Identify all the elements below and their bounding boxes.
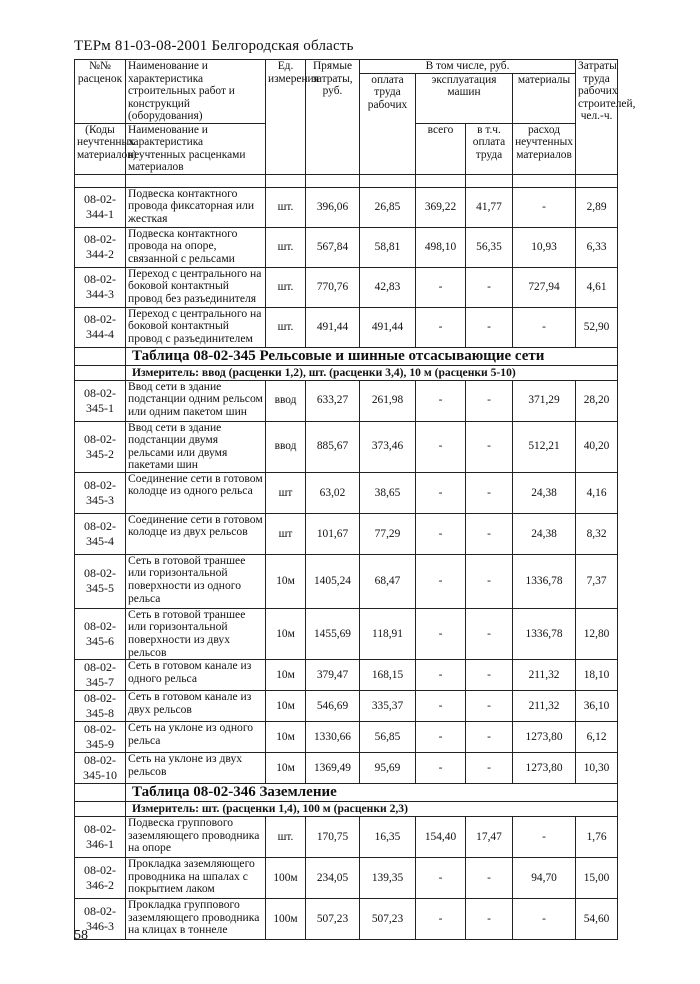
unit-cell: шт. [266,267,306,307]
table-row [75,421,618,472]
machines-cell: - [416,380,466,421]
table-row [75,380,618,421]
wages-cell: 68,47 [360,554,416,608]
rate-code-cell: 08-02-346-2 [75,858,126,899]
unit-cell: шт. [266,817,306,858]
labor-cell: 12,80 [576,608,618,659]
direct-cost-cell: 1330,66 [306,722,360,753]
materials-cell: - [513,307,576,347]
materials-cell: 211,32 [513,691,576,722]
materials-cell: - [513,187,576,227]
unit-cell: шт. [266,307,306,347]
machines-cell: - [416,608,466,659]
estimate-table [74,59,636,940]
unaccounted-materials-header: расход неучтенных материалов [513,123,576,174]
measure-line: Измеритель: ввод (расценки 1,2), шт. (расценки 3,4), 10 м (расценки 5-10) [126,365,618,380]
machines-cell: - [416,899,466,940]
table-row [75,554,618,608]
machines-wages-cell: - [466,899,513,940]
section-title: Таблица 08-02-345 Рельсовые и шинные отсасывающие сети [126,347,618,365]
table-row [75,608,618,659]
labor-cell: 18,10 [576,660,618,691]
table-row [75,753,618,784]
labor-cell: 1,76 [576,817,618,858]
machines-wages-cell: - [466,472,513,513]
labor-cell: 36,10 [576,691,618,722]
wages-cell: 42,83 [360,267,416,307]
machines-wages-cell: - [466,380,513,421]
materials-cell: 371,29 [513,380,576,421]
work-name-cell: Соединение сети в готовом колодце из одного рельса [126,472,266,513]
work-name-cell: Прокладка заземляющего проводника на шпалах с покрытием лаком [126,858,266,899]
materials-cell: 1273,80 [513,722,576,753]
direct-cost-cell: 379,47 [306,660,360,691]
machines-cell: 498,10 [416,227,466,267]
labor-cell: 28,20 [576,380,618,421]
machines-wages-cell: - [466,554,513,608]
labor-cell: 8,32 [576,513,618,554]
work-name-cell: Сеть на уклоне из двух рельсов [126,753,266,784]
page-number: 58 [74,928,88,943]
machines-wages-cell: - [466,753,513,784]
unit-cell: ввод [266,421,306,472]
direct-cost-cell: 396,06 [306,187,360,227]
labor-cell: 52,90 [576,307,618,347]
machines-total-header: всего [416,123,466,174]
spacer-cell [306,174,360,187]
machines-wages-cell: - [466,691,513,722]
unit-cell: 10м [266,608,306,659]
machines-cell: 154,40 [416,817,466,858]
machines-wages-cell: - [466,608,513,659]
machines-cell: - [416,554,466,608]
unit-cell: шт [266,513,306,554]
materials-cell: 727,94 [513,267,576,307]
name-column-subheader: Наименование и характеристика неучтенных расценками материалов [126,123,266,174]
machines-cell: - [416,660,466,691]
direct-cost-cell: 1369,49 [306,753,360,784]
machines-wages-cell: - [466,267,513,307]
direct-cost-cell: 546,69 [306,691,360,722]
materials-cell: 1273,80 [513,753,576,784]
table-row [75,472,618,513]
section-spacer-cell [75,784,126,802]
wages-cell: 26,85 [360,187,416,227]
direct-cost-cell: 491,44 [306,307,360,347]
materials-cell: 94,70 [513,858,576,899]
work-name-cell: Подвеска контактного провода фиксаторная или жесткая [126,187,266,227]
unit-cell: 10м [266,554,306,608]
direct-cost-cell: 101,67 [306,513,360,554]
rate-code-cell: 08-02-345-3 [75,472,126,513]
work-name-cell: Ввод сети в здание подстанции двумя рельсами или двумя пакетами шин [126,421,266,472]
work-name-cell: Сеть в готовом канале из одного рельса [126,660,266,691]
materials-cell: 211,32 [513,660,576,691]
rate-code-cell: 08-02-345-4 [75,513,126,554]
table-row [75,691,618,722]
unit-cell: 10м [266,660,306,691]
rate-code-cell: 08-02-344-1 [75,187,126,227]
materials-cell: 24,38 [513,513,576,554]
rate-code-cell: 08-02-346-3 [75,899,126,940]
labor-cell: 10,30 [576,753,618,784]
direct-cost-cell: 1455,69 [306,608,360,659]
work-name-cell: Подвеска группового заземляющего проводника на опоре [126,817,266,858]
labor-cell: 2,89 [576,187,618,227]
wages-cell: 491,44 [360,307,416,347]
unit-cell: 10м [266,753,306,784]
machines-cell: - [416,858,466,899]
machines-cell: - [416,421,466,472]
machines-wages-cell: 17,47 [466,817,513,858]
direct-cost-cell: 1405,24 [306,554,360,608]
wages-cell: 168,15 [360,660,416,691]
spacer-cell [416,174,466,187]
machines-wages-cell: 56,35 [466,227,513,267]
table-row [75,307,618,347]
labor-cell: 6,33 [576,227,618,267]
table-row [75,858,618,899]
labor-cell: 15,00 [576,858,618,899]
rate-code-cell: 08-02-345-6 [75,608,126,659]
machines-wages-cell: - [466,513,513,554]
rate-code-cell: 08-02-345-10 [75,753,126,784]
rate-code-cell: 08-02-344-4 [75,307,126,347]
wages-cell: 38,65 [360,472,416,513]
machines-column-header: эксплуатация машин [416,73,513,123]
rate-code-cell: 08-02-345-8 [75,691,126,722]
wages-cell: 118,91 [360,608,416,659]
machines-wages-header: в т.ч. оплата труда [466,123,513,174]
rate-code-cell: 08-02-345-1 [75,380,126,421]
spacer-cell [360,174,416,187]
machines-cell: - [416,267,466,307]
work-name-cell: Подвеска контактного провода на опоре, связанной с рельсами [126,227,266,267]
materials-cell: 10,93 [513,227,576,267]
spacer-cell [466,174,513,187]
table-row [75,899,618,940]
spacer-cell [576,174,618,187]
rate-code-cell: 08-02-344-2 [75,227,126,267]
table-row [75,722,618,753]
name-column-header: Наименование и характеристика строительных работ и конструкций (оборудования) [126,60,266,124]
measure-spacer-cell [75,365,126,380]
direct-cost-cell: 567,84 [306,227,360,267]
unit-cell: 10м [266,722,306,753]
section-spacer-cell [75,347,126,365]
work-name-cell: Переход с центрального на боковой контактный провод с разъединителем [126,307,266,347]
materials-cell: 1336,78 [513,554,576,608]
including-header: В том числе, руб. [360,60,576,74]
direct-cost-cell: 885,67 [306,421,360,472]
machines-cell: - [416,513,466,554]
rate-code-cell: 08-02-344-3 [75,267,126,307]
wages-cell: 77,29 [360,513,416,554]
code-column-header: №№ расценок [75,60,126,124]
page-header: ТЕРм 81-03-08-2001 Белгородская область [74,38,354,54]
materials-cell: - [513,817,576,858]
unit-cell: 10м [266,691,306,722]
unit-cell: шт [266,472,306,513]
wages-cell: 335,37 [360,691,416,722]
wages-cell: 58,81 [360,227,416,267]
labor-cell: 6,12 [576,722,618,753]
unit-column-header: Ед. измерения [266,60,306,175]
wages-cell: 56,85 [360,722,416,753]
wages-cell: 507,23 [360,899,416,940]
table-row [75,227,618,267]
machines-wages-cell: - [466,660,513,691]
direct-cost-column-header: Прямые затраты, руб. [306,60,360,175]
machines-cell: 369,22 [416,187,466,227]
spacer-cell [126,174,266,187]
work-name-cell: Ввод сети в здание подстанции одним рельсом или одним пакетом шин [126,380,266,421]
unit-cell: 100м [266,858,306,899]
direct-cost-cell: 507,23 [306,899,360,940]
work-name-cell: Сеть на уклоне из одного рельса [126,722,266,753]
rate-code-cell: 08-02-345-7 [75,660,126,691]
machines-cell: - [416,307,466,347]
machines-cell: - [416,472,466,513]
direct-cost-cell: 633,27 [306,380,360,421]
rate-code-cell: 08-02-346-1 [75,817,126,858]
work-name-cell: Переход с центрального на боковой контактный провод без разъединителя [126,267,266,307]
machines-cell: - [416,691,466,722]
direct-cost-cell: 170,75 [306,817,360,858]
rate-code-cell: 08-02-345-2 [75,421,126,472]
table-row [75,187,618,227]
work-name-cell: Соединение сети в готовом колодце из двух рельсов [126,513,266,554]
measure-line: Измеритель: шт. (расценки 1,4), 100 м (расценки 2,3) [126,802,618,817]
wages-cell: 95,69 [360,753,416,784]
table-row [75,267,618,307]
materials-cell: 1336,78 [513,608,576,659]
labor-cell: 4,61 [576,267,618,307]
labor-cell: 54,60 [576,899,618,940]
spacer-cell [266,174,306,187]
machines-cell: - [416,722,466,753]
labor-cell: 40,20 [576,421,618,472]
labor-cell: 7,37 [576,554,618,608]
machines-wages-cell: 41,77 [466,187,513,227]
machines-wages-cell: - [466,421,513,472]
materials-cell: 512,21 [513,421,576,472]
table-row [75,513,618,554]
direct-cost-cell: 63,02 [306,472,360,513]
machines-wages-cell: - [466,307,513,347]
unit-cell: ввод [266,380,306,421]
table-row [75,660,618,691]
spacer-cell [513,174,576,187]
unit-cell: шт. [266,187,306,227]
unit-cell: 100м [266,899,306,940]
wages-cell: 139,35 [360,858,416,899]
wages-column-header: оплата труда рабочих [360,73,416,174]
machines-wages-cell: - [466,858,513,899]
work-name-cell: Сеть в готовой траншее или горизонтальной поверхности из двух рельсов [126,608,266,659]
wages-cell: 16,35 [360,817,416,858]
direct-cost-cell: 770,76 [306,267,360,307]
rate-code-cell: 08-02-345-5 [75,554,126,608]
materials-cell: - [513,899,576,940]
work-name-cell: Сеть в готовой траншее или горизонтальной поверхности из одного рельса [126,554,266,608]
spacer-cell [75,174,126,187]
materials-cell: 24,38 [513,472,576,513]
machines-cell: - [416,753,466,784]
code-column-subheader: (Коды неучтенных материалов) [75,123,126,174]
materials-column-header: материалы [513,73,576,123]
work-name-cell: Прокладка группового заземляющего проводника на клицах в тоннеле [126,899,266,940]
labor-column-header: Затраты труда рабочих строителей, чел.-ч. [576,60,618,175]
work-name-cell: Сеть в готовом канале из двух рельсов [126,691,266,722]
machines-wages-cell: - [466,722,513,753]
direct-cost-cell: 234,05 [306,858,360,899]
unit-cell: шт. [266,227,306,267]
wages-cell: 373,46 [360,421,416,472]
rate-code-cell: 08-02-345-9 [75,722,126,753]
section-title: Таблица 08-02-346 Заземление [126,784,618,802]
wages-cell: 261,98 [360,380,416,421]
table-row [75,817,618,858]
labor-cell: 4,16 [576,472,618,513]
measure-spacer-cell [75,802,126,817]
